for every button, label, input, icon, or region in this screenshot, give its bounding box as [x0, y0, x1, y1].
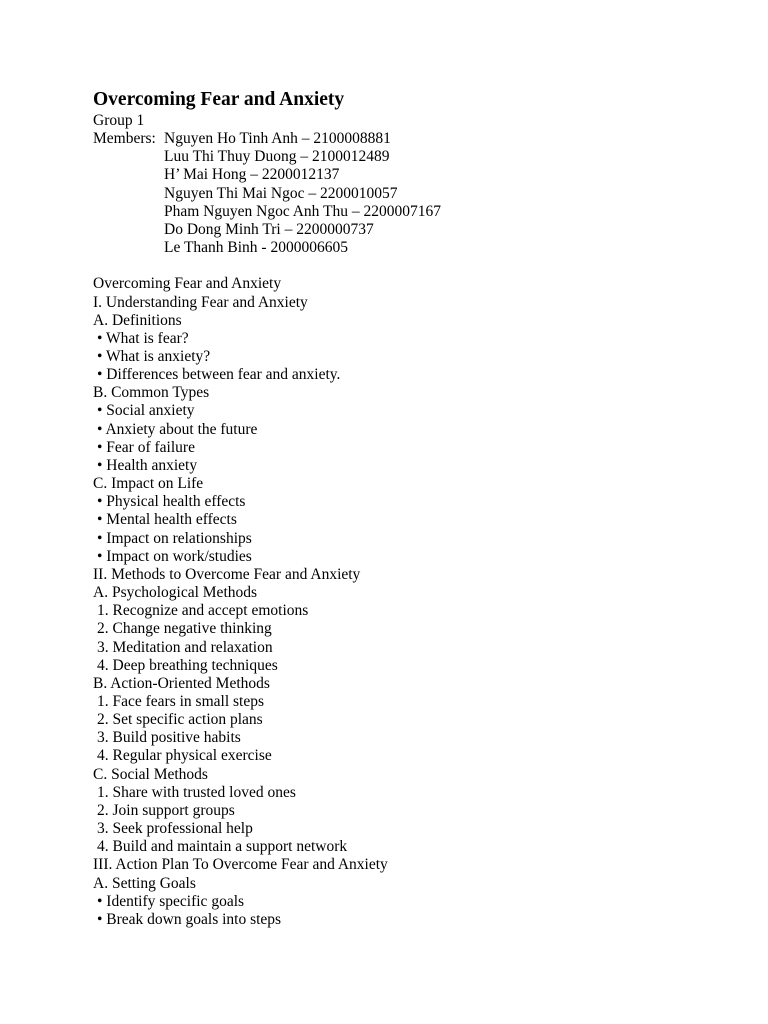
- outline: [93, 275, 733, 929]
- outline-item: 4. Regular physical exercise: [97, 747, 272, 765]
- outline-item: 1. Face fears in small steps: [97, 692, 265, 710]
- outline-item: • Health anxiety: [97, 456, 198, 474]
- outline-item: 2. Change negative thinking: [97, 620, 272, 638]
- outline-item: • Differences between fear and anxiety.: [97, 366, 341, 384]
- outline-subsection: A. Definitions: [93, 311, 182, 329]
- outline-item: 4. Build and maintain a support network: [97, 838, 348, 856]
- member-entry: Nguyen Thi Mai Ngoc – 2200010057: [164, 184, 398, 202]
- member-entry: Luu Thi Thuy Duong – 2100012489: [164, 148, 390, 166]
- outline-item: 3. Seek professional help: [97, 820, 253, 838]
- outline-section: I. Understanding Fear and Anxiety: [93, 293, 308, 311]
- outline-item: • Break down goals into steps: [97, 910, 282, 928]
- outline-item: 3. Build positive habits: [97, 729, 241, 747]
- member-entry: Nguyen Ho Tinh Anh – 2100008881: [164, 130, 391, 148]
- outline-subsection: B. Common Types: [93, 384, 210, 402]
- outline-item: • Fear of failure: [97, 438, 195, 456]
- member-entry: Pham Nguyen Ngoc Anh Thu – 2200007167: [164, 202, 441, 220]
- outline-subsection: C. Social Methods: [93, 765, 208, 783]
- member-entry: H’ Mai Hong – 2200012137: [164, 166, 340, 184]
- member-entry: Do Dong Minh Tri – 2200000737: [164, 220, 374, 238]
- outline-section: III. Action Plan To Overcome Fear and Anxiety: [93, 856, 388, 874]
- group-label: Group 1: [93, 112, 145, 129]
- outline-item: 2. Join support groups: [97, 801, 235, 819]
- outline-subsection: A. Setting Goals: [93, 874, 196, 892]
- document-title: Overcoming Fear and Anxiety: [93, 89, 345, 110]
- outline-item: 1. Share with trusted loved ones: [97, 783, 296, 801]
- outline-item: • Impact on work/studies: [97, 547, 252, 565]
- outline-item: • What is fear?: [97, 329, 189, 347]
- outline-item: • Anxiety about the future: [97, 420, 258, 438]
- outline-item: 4. Deep breathing techniques: [97, 656, 278, 674]
- outline-subsection: B. Action-Oriented Methods: [93, 674, 270, 692]
- outline-section: II. Methods to Overcome Fear and Anxiety: [93, 565, 361, 583]
- blank-line: [93, 257, 733, 275]
- outline-subsection: C. Impact on Life: [93, 475, 204, 493]
- members-label: Members:: [93, 130, 156, 148]
- outline-item: 1. Recognize and accept emotions: [97, 602, 309, 620]
- outline-item: • Social anxiety: [97, 402, 195, 420]
- document-page: [93, 88, 733, 929]
- outline-item: • Physical health effects: [97, 493, 246, 511]
- outline-item: • Mental health effects: [97, 511, 237, 529]
- outline-item: • Impact on relationships: [97, 529, 252, 547]
- outline-subsection: A. Psychological Methods: [93, 584, 258, 602]
- outline-item: • Identify specific goals: [97, 892, 245, 910]
- outline-item: 2. Set specific action plans: [97, 711, 263, 729]
- member-entry: Le Thanh Binh - 2000006605: [164, 239, 348, 257]
- outline-item: • What is anxiety?: [97, 348, 211, 366]
- members-block: [93, 130, 733, 257]
- outline-item: 3. Meditation and relaxation: [97, 638, 273, 656]
- outline-heading: Overcoming Fear and Anxiety: [93, 275, 282, 293]
- members-list: [164, 130, 441, 257]
